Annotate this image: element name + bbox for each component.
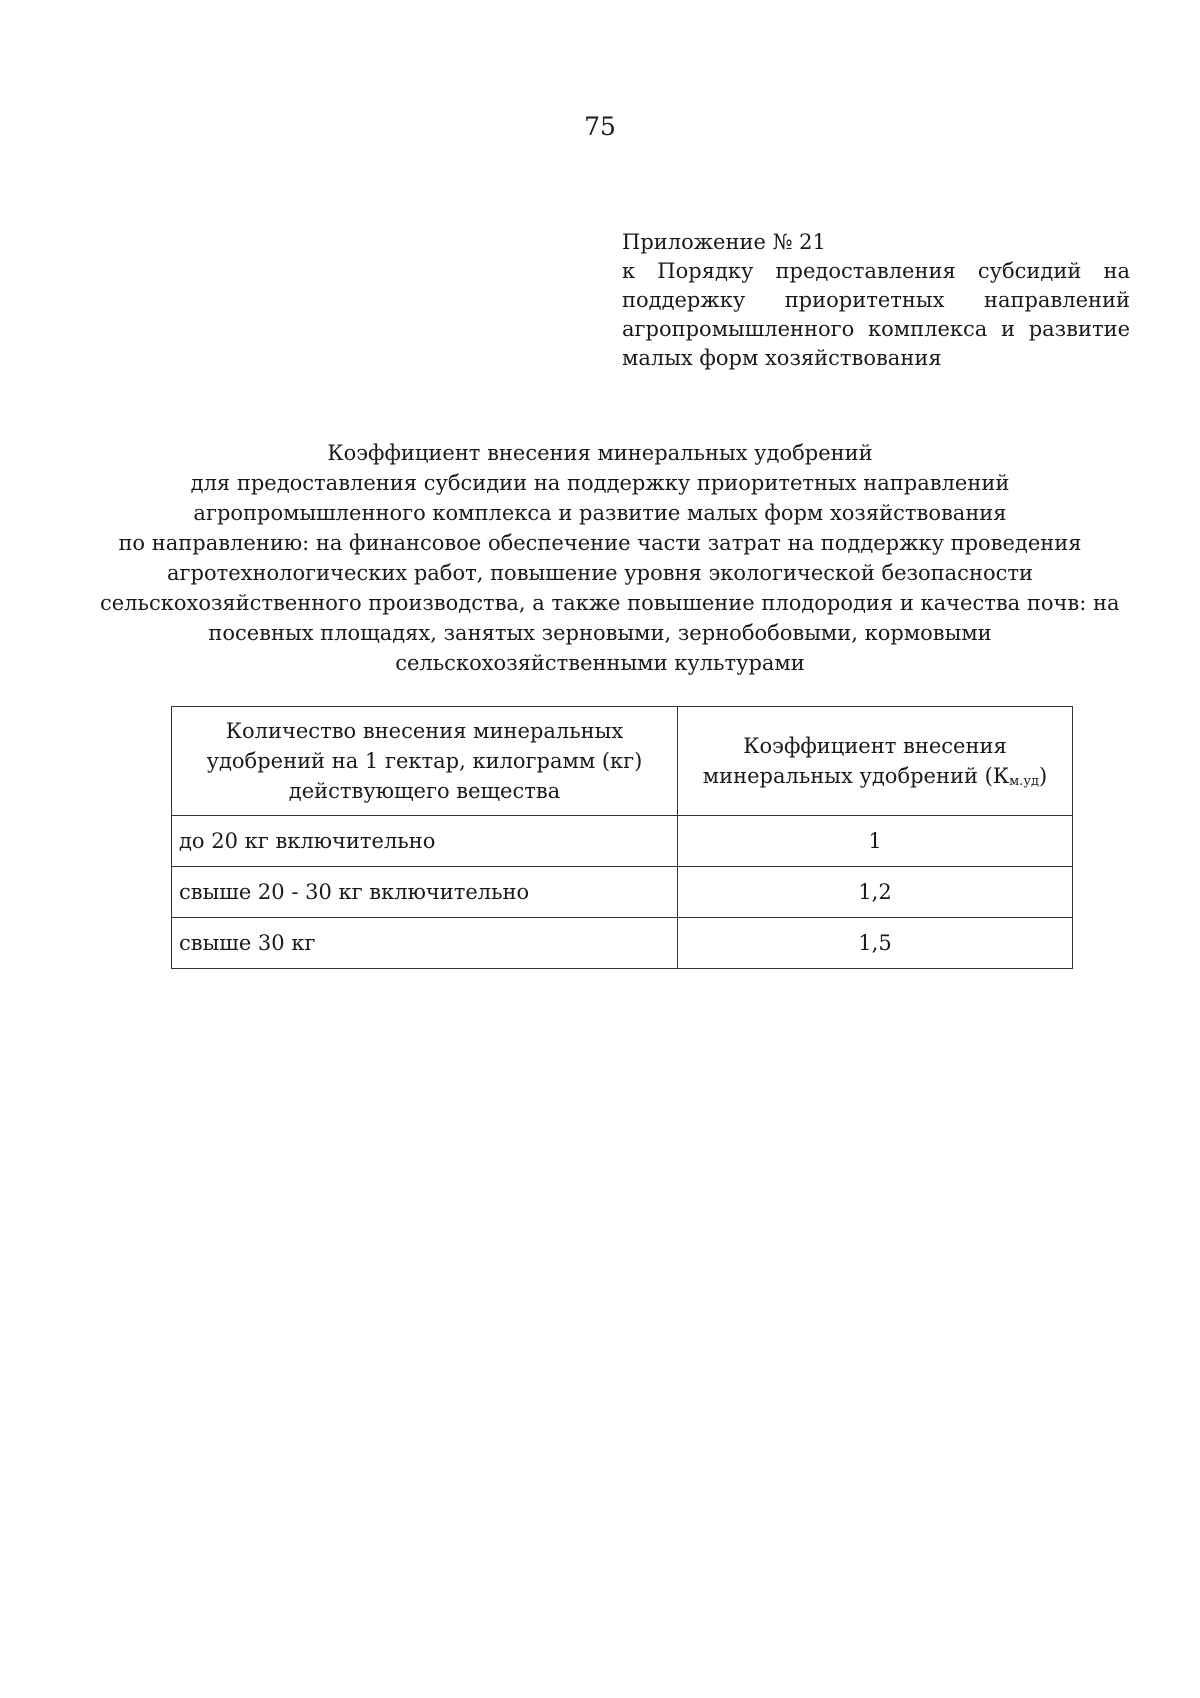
table-row [172, 867, 1073, 918]
header-coefficient-close: ) [1038, 764, 1048, 788]
title-line: посевных площадях, занятых зерновыми, зернобобовыми, кормовыми [208, 621, 992, 645]
title-line: Коэффициент внесения минеральных удобрений [327, 441, 873, 465]
table-header-row [172, 707, 1073, 816]
page-number: 75 [584, 112, 616, 141]
title-line: по направлению: на финансовое обеспечение части затрат на поддержку проведения [118, 531, 1082, 555]
title-line: сельскохозяйственными культурами [395, 651, 805, 675]
table-row [172, 918, 1073, 969]
table-row [172, 816, 1073, 867]
header-quantity: Количество внесения минеральных удобрений на 1 гектар, килограмм (кг) действующего вещества [172, 707, 678, 816]
coefficient-cell: 1,2 [678, 867, 1073, 918]
appendix-note [622, 228, 1130, 373]
coefficient-cell: 1 [678, 816, 1073, 867]
header-coefficient [678, 707, 1073, 816]
coefficient-subscript: м.уд [1009, 774, 1039, 789]
quantity-cell: свыше 20 - 30 кг включительно [172, 867, 678, 918]
title-line: сельскохозяйственного производства, а также повышение плодородия и качества почв: на [100, 591, 1120, 615]
coefficient-cell: 1,5 [678, 918, 1073, 969]
quantity-cell: свыше 30 кг [172, 918, 678, 969]
header-coefficient-text: Коэффициент внесения минеральных удобрений (К [702, 734, 1010, 788]
title-line: агропромышленного комплекса и развитие малых форм хозяйствования [193, 501, 1007, 525]
document-title [100, 438, 1120, 678]
coefficient-table [171, 706, 1073, 969]
title-line: для предоставления субсидии на поддержку приоритетных направлений [190, 471, 1010, 495]
appendix-text: к Порядку предоставления субсидий на поддержку приоритетных направлений агропромышленного комплекса и развитие малых форм хозяйствования [622, 259, 1130, 370]
title-line: агротехнологических работ, повышение уровня экологической безопасности [167, 561, 1033, 585]
appendix-title: Приложение № 21 [622, 230, 826, 254]
quantity-cell: до 20 кг включительно [172, 816, 678, 867]
